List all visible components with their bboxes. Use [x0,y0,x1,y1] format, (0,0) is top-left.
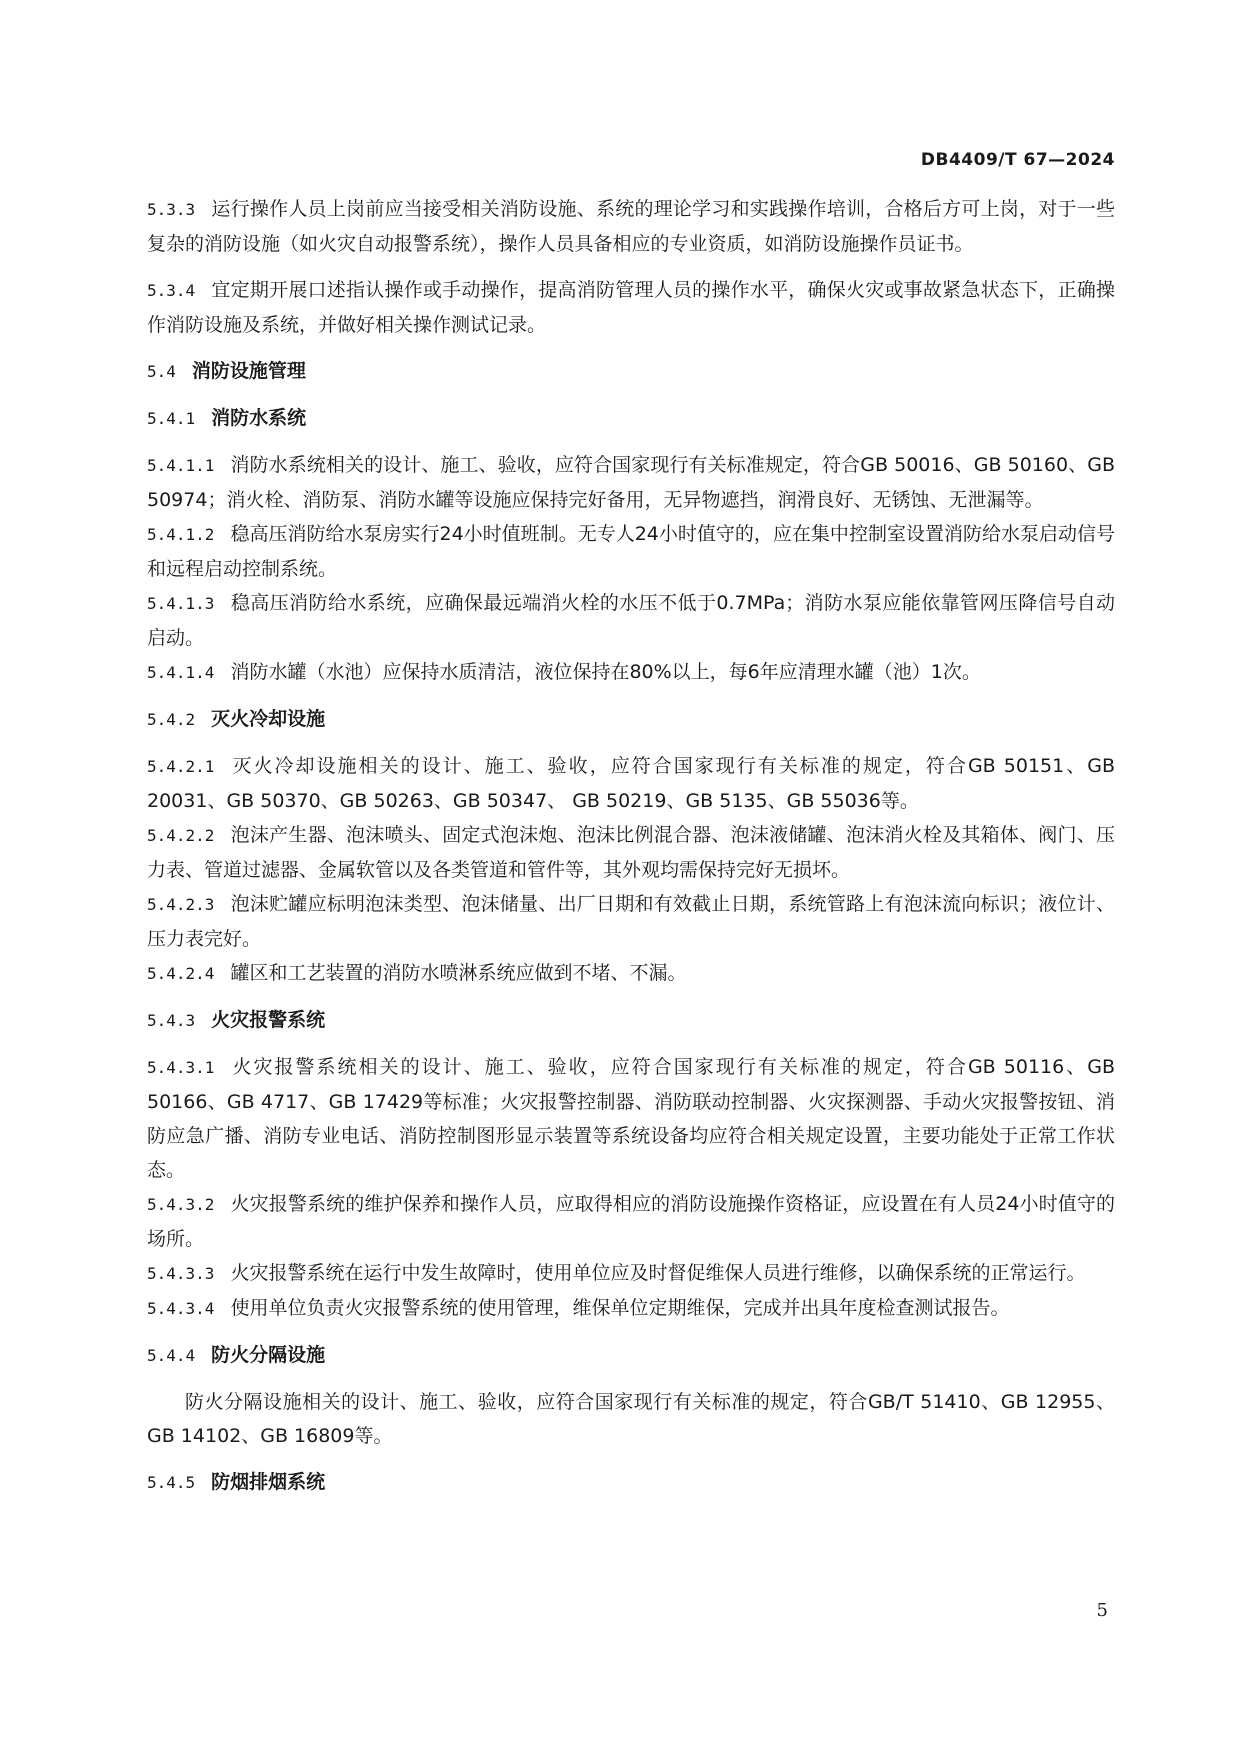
clause-5-4-2-4 [147,956,1115,991]
section-title: 防烟排烟系统 [211,1471,326,1493]
clause-number: 5.4.1.1 [147,456,215,475]
clause-number: 5.4.2.2 [147,826,215,845]
clause-text: 灭火冷却设施相关的设计、施工、验收，应符合国家现行有关标准的规定，符合GB 50151、GB 20031、GB 50370、GB 50263、GB 50347、 GB 50219、GB 5135、GB 55036等。 [147,755,1115,812]
clause-5-4-3-1 [147,1050,1115,1187]
section-heading-5-4-2 [147,702,1115,737]
clause-5-4-2-2 [147,818,1115,887]
section-heading-5-4-4 [147,1338,1115,1373]
clause-number: 5.4.1.3 [147,594,215,613]
section-heading-5-4-3 [147,1003,1115,1038]
clause-number: 5.4.2.3 [147,895,215,914]
clause-5-4-3-4 [147,1291,1115,1326]
clause-5-4-2-1 [147,749,1115,818]
clause-5-4-1-4 [147,655,1115,690]
clause-text: 火灾报警系统在运行中发生故障时，使用单位应及时督促维保人员进行维修，以确保系统的正常运行。 [230,1262,1086,1284]
section-number: 5.4 [147,362,176,381]
clause-number: 5.4.2.1 [147,757,215,776]
clause-number: 5.4.3.3 [147,1264,215,1283]
clause-text: 宜定期开展口述指认操作或手动操作，提高消防管理人员的操作水平，确保火灾或事故紧急状态下，正确操作消防设施及系统，并做好相关操作测试记录。 [147,279,1115,336]
paragraph-text: 防火分隔设施相关的设计、施工、验收，应符合国家现行有关标准的规定，符合GB/T 51410、GB 12955、GB 14102、GB 16809等。 [147,1391,1115,1447]
clause-number: 5.4.3.4 [147,1299,215,1318]
clause-text: 罐区和工艺装置的消防水喷淋系统应做到不堵、不漏。 [230,962,687,984]
clause-text: 火灾报警系统的维护保养和操作人员，应取得相应的消防设施操作资格证，应设置在有人员24小时值守的场所。 [147,1193,1115,1250]
clause-text: 使用单位负责火灾报警系统的使用管理，维保单位定期维保，完成并出具年度检查测试报告。 [230,1297,1010,1319]
clause-text: 消防水罐（水池）应保持水质清洁，液位保持在80%以上，每6年应清理水罐（池）1次。 [230,661,981,683]
clause-text: 运行操作人员上岗前应当接受相关消防设施、系统的理论学习和实践操作培训，合格后方可上岗，对于一些复杂的消防设施（如火灾自动报警系统），操作人员具备相应的专业资质，如消防设施操作员证书。 [147,198,1115,255]
clause-number: 5.3.4 [147,281,196,300]
section-number: 5.4.4 [147,1346,196,1365]
clause-number: 5.4.3.2 [147,1195,215,1214]
section-heading-5-4 [147,354,1115,389]
clause-number: 5.4.2.4 [147,964,215,983]
clause-number: 5.4.1.4 [147,663,215,682]
clause-text: 火灾报警系统相关的设计、施工、验收，应符合国家现行有关标准的规定，符合GB 50116、GB 50166、GB 4717、GB 17429等标准；火灾报警控制器、消防联动控制器、火灾探测器、手动火灾报警按钮、消防应急广播、消防专业电话、消防控制图形显示装置等系统设备均应符合相关规定设置，主要功能处于正常工作状态。 [147,1056,1115,1181]
section-number: 5.4.5 [147,1473,196,1492]
section-number: 5.4.3 [147,1011,196,1030]
clause-5-4-3-2 [147,1187,1115,1256]
section-heading-5-4-1 [147,401,1115,436]
section-title: 灭火冷却设施 [211,708,326,730]
section-number: 5.4.1 [147,409,196,428]
clause-number: 5.4.3.1 [147,1058,215,1077]
clause-5-4-3-3 [147,1256,1115,1291]
clause-text: 消防水系统相关的设计、施工、验收，应符合国家现行有关标准规定，符合GB 50016、GB 50160、GB 50974；消火栓、消防泵、消防水罐等设施应保持完好备用，无异物遮挡，润滑良好、无锈蚀、无泄漏等。 [147,454,1115,511]
clause-text: 稳高压消防给水泵房实行24小时值班制。无专人24小时值守的，应在集中控制室设置消防给水泵启动信号和远程启动控制系统。 [147,523,1115,580]
paragraph-fire-separation [147,1385,1115,1453]
clause-5-4-1-1 [147,448,1115,517]
clause-5-4-1-2 [147,517,1115,586]
section-title: 消防设施管理 [191,360,306,382]
clause-text: 泡沫产生器、泡沫喷头、固定式泡沫炮、泡沫比例混合器、泡沫液储罐、泡沫消火栓及其箱体、阀门、压力表、管道过滤器、金属软管以及各类管道和管件等，其外观均需保持完好无损坏。 [147,824,1115,881]
clause-text: 稳高压消防给水系统，应确保最远端消火栓的水压不低于0.7MPa；消防水泵应能依靠管网压降信号自动启动。 [147,592,1115,649]
section-title: 防火分隔设施 [211,1344,326,1366]
clause-5-4-2-3 [147,887,1115,956]
clause-number: 5.3.3 [147,200,196,219]
clause-text: 泡沫贮罐应标明泡沫类型、泡沫储量、出厂日期和有效截止日期，系统管路上有泡沫流向标识；液位计、压力表完好。 [147,893,1115,950]
document-body [147,192,1115,1500]
section-number: 5.4.2 [147,710,196,729]
page-number: 5 [1096,1600,1108,1621]
clause-number: 5.4.1.2 [147,525,215,544]
document-code: DB4409/T 67—2024 [920,150,1115,170]
section-title: 消防水系统 [211,407,307,429]
section-title: 火灾报警系统 [211,1009,326,1031]
clause-5-3-3 [147,192,1115,261]
clause-5-3-4 [147,273,1115,342]
clause-5-4-1-3 [147,586,1115,655]
section-heading-5-4-5 [147,1465,1115,1500]
